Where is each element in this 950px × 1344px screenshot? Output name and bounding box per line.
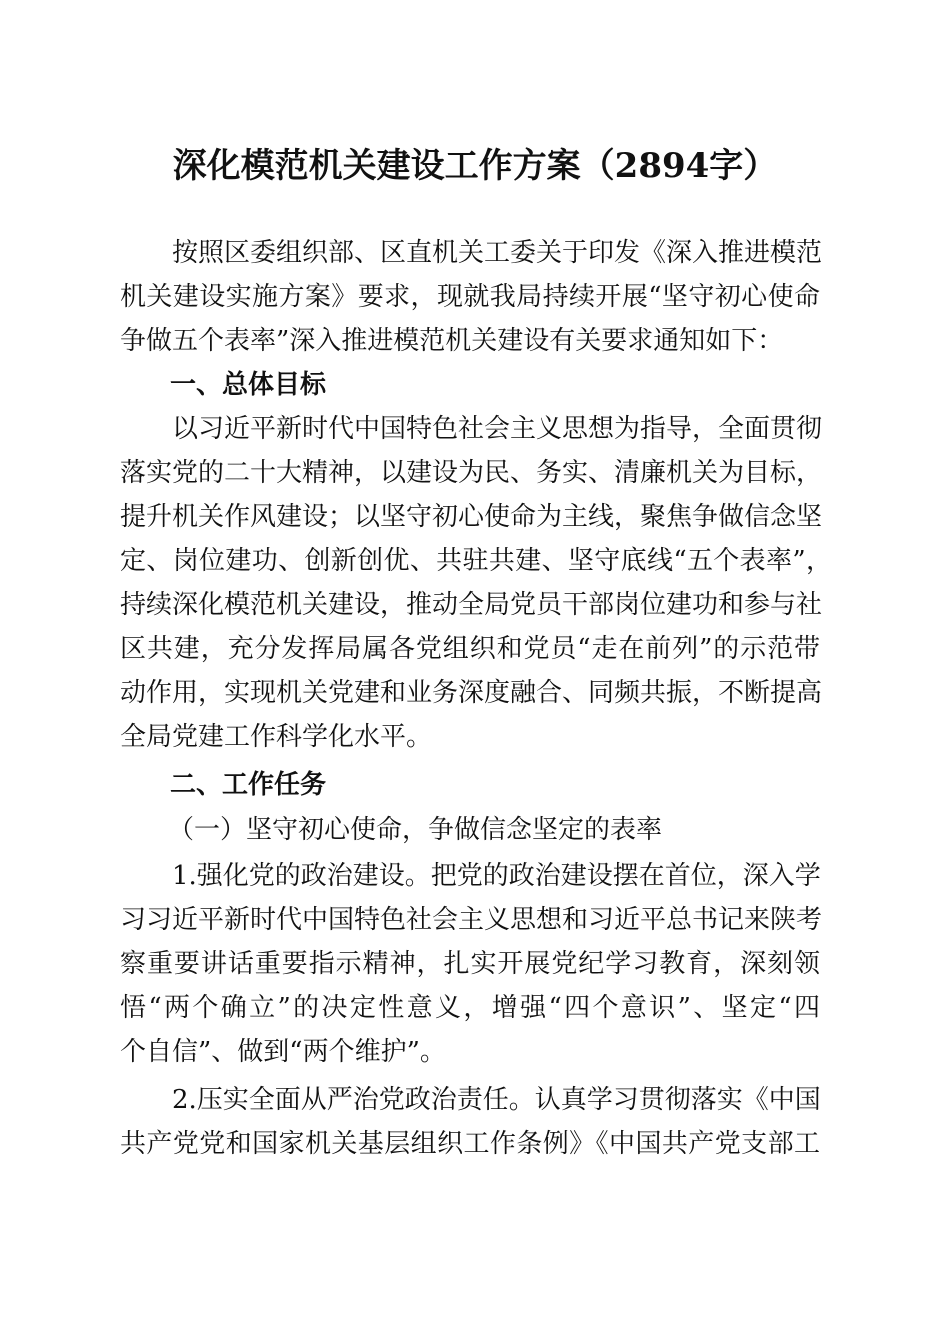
text-line: 全局党建工作科学化水平。	[120, 722, 433, 752]
text-line: 争做五个表率”深入推进模范机关建设有关要求通知如下：	[120, 326, 784, 356]
section-heading-2: 二、工作任务	[170, 770, 327, 800]
text-line: 察重要讲话重要指示精神，扎实开展党纪学习教育，深刻领	[120, 949, 820, 979]
text-line: 定、岗位建功、创新创优、共驻共建、坚守底线“五个表率”，	[120, 546, 832, 576]
text-line: 动作用，实现机关党建和业务深度融合、同频共振，不断提高	[120, 678, 823, 708]
text-line: 按照区委组织部、区直机关工委关于印发《深入推进模范	[172, 238, 823, 268]
text-line: 机关建设实施方案》要求，现就我局持续开展“坚守初心使命	[120, 282, 820, 312]
text-line: 提升机关作风建设；以坚守初心使命为主线，聚焦争做信念坚	[120, 502, 823, 532]
text-line: 共产党党和国家机关基层组织工作条例》《中国共产党支部工	[120, 1129, 820, 1159]
text-line: 习习近平新时代中国特色社会主义思想和习近平总书记来陕考	[120, 905, 823, 935]
subsection-heading: （一）坚守初心使命，争做信念坚定的表率	[168, 815, 663, 845]
text-line: 1.强化党的政治建设。把党的政治建设摆在首位，深入学	[172, 861, 821, 891]
text-line: 区共建，充分发挥局属各党组织和党员“走在前列”的示范带	[120, 634, 820, 664]
text-line: 持续深化模范机关建设，推动全局党员干部岗位建功和参与社	[120, 590, 823, 620]
text-line: 个自信”、做到“两个维护”。	[120, 1037, 446, 1067]
text-line: 落实党的二十大精神，以建设为民、务实、清廉机关为目标，	[120, 458, 823, 488]
text-line: 2.压实全面从严治党政治责任。认真学习贯彻落实《中国	[172, 1085, 821, 1115]
text-line: 悟“两个确立”的决定性意义，增强“四个意识”、坚定“四	[120, 993, 820, 1023]
section-heading-1: 一、总体目标	[170, 370, 327, 400]
document-title: 深化模范机关建设工作方案（2894字）	[172, 146, 778, 186]
text-line: 以习近平新时代中国特色社会主义思想为指导，全面贯彻	[172, 414, 823, 444]
